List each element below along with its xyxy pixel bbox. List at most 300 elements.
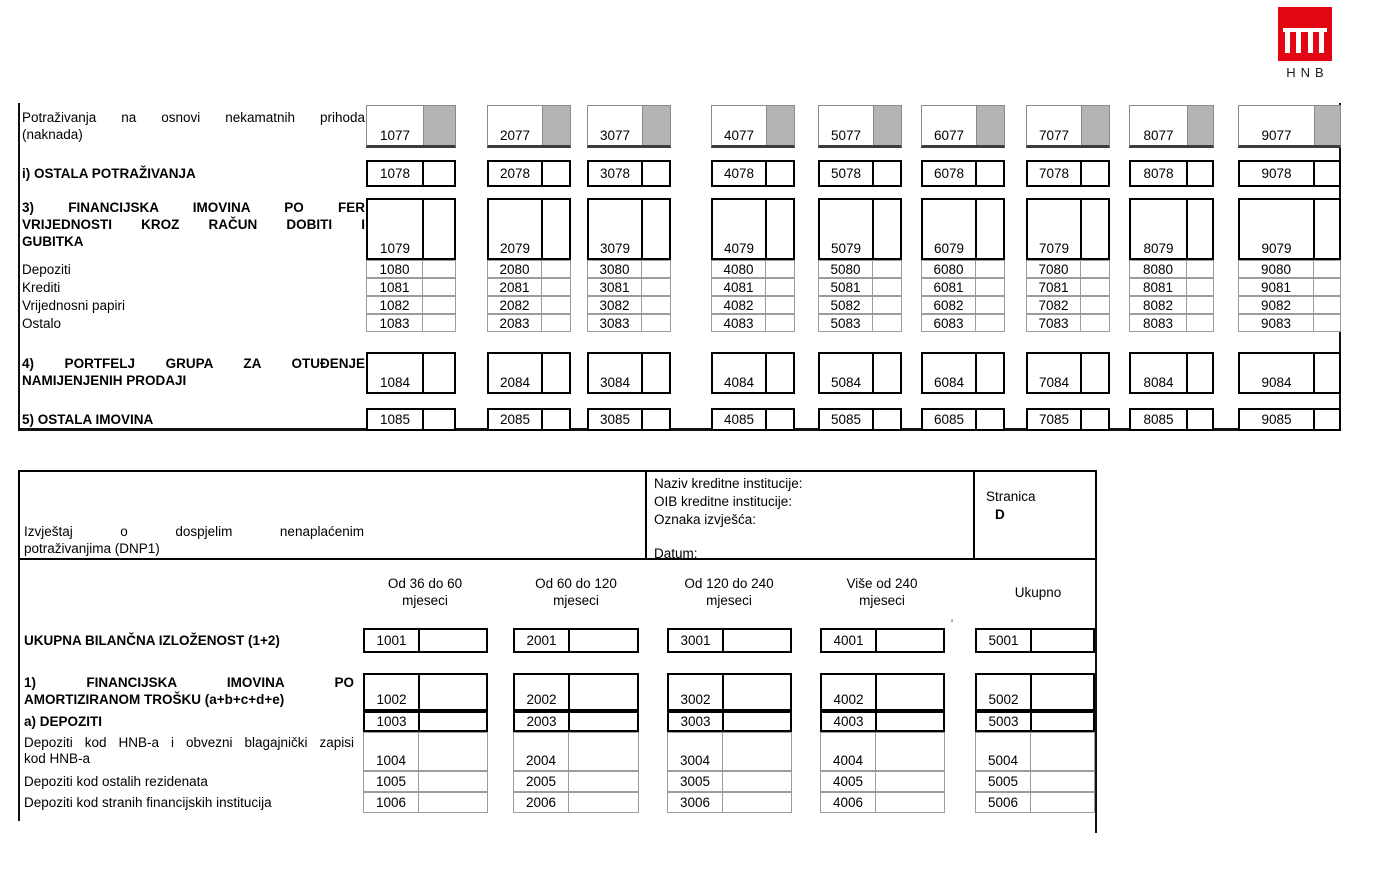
code-cell: 1081: [367, 279, 423, 295]
value-cell: [419, 733, 487, 770]
code-cell: 5083: [819, 315, 873, 331]
code-cell: 3085: [589, 410, 643, 429]
value-cell: [643, 162, 669, 185]
value-cell: [542, 297, 570, 313]
col-header: [802, 575, 962, 609]
value-cell: [766, 106, 794, 145]
code-cell: 6085: [923, 410, 977, 429]
code-box: [818, 105, 902, 148]
col-header: [649, 575, 809, 609]
code-box: [667, 732, 792, 771]
code-box: [587, 105, 671, 148]
value-cell: [542, 261, 570, 277]
code-box: [818, 296, 902, 314]
col-header-line: mjeseci: [706, 593, 752, 608]
row-label: [22, 297, 365, 315]
code-cell: 2001: [515, 630, 570, 651]
value-cell: [873, 297, 901, 313]
code-cell: 1082: [367, 297, 423, 313]
value-cell: [1187, 297, 1213, 313]
code-cell: 5002: [977, 675, 1032, 709]
col-header-line: mjeseci: [859, 593, 905, 608]
row-label: [24, 674, 354, 708]
value-cell: [1188, 200, 1212, 258]
code-cell: 4077: [723, 128, 755, 143]
field-oznaka: Oznaka izvješća:: [654, 512, 757, 527]
code-box: [711, 314, 795, 332]
code-box: [1238, 260, 1341, 278]
value-cell: [976, 106, 1004, 145]
row-label-line: 4) PORTFELJ GRUPA ZA OTUĐENJE: [22, 356, 365, 371]
code-box: [1129, 260, 1214, 278]
code-cell: 2002: [515, 675, 570, 709]
code-cell: 2077: [499, 128, 531, 143]
code-cell: 4079: [713, 200, 767, 258]
code-box: [921, 352, 1005, 394]
code-cell: 3084: [589, 354, 643, 392]
code-cell: 6084: [923, 354, 977, 392]
code-cell: 3003: [669, 713, 724, 730]
value-cell: [643, 200, 669, 258]
code-box: [513, 771, 639, 792]
code-cell: 5079: [820, 200, 874, 258]
col-header: [958, 575, 1118, 601]
code-cell: 9084: [1240, 354, 1315, 392]
value-cell: [542, 279, 570, 295]
code-cell: 5077: [830, 128, 862, 143]
code-box: [711, 160, 795, 187]
code-cell: 6079: [923, 200, 977, 258]
code-box: [921, 408, 1005, 431]
code-cell: 6078: [923, 162, 977, 185]
code-box: [1129, 314, 1214, 332]
code-box: [1129, 278, 1214, 296]
value-cell: [1031, 772, 1094, 791]
code-box: [921, 260, 1005, 278]
value-cell: [1314, 261, 1340, 277]
row-label-line: Depoziti kod ostalih rezidenata: [24, 774, 208, 789]
value-cell: [1315, 354, 1339, 392]
row-label-line: Depoziti kod HNB-a i obvezni blagajnički zapisi: [24, 735, 354, 750]
code-cell: 2084: [489, 354, 543, 392]
code-cell: 5080: [819, 261, 873, 277]
code-cell: 8085: [1131, 410, 1188, 429]
code-box: [1129, 296, 1214, 314]
code-box: [366, 260, 456, 278]
code-cell: 9083: [1239, 315, 1314, 331]
code-box: [366, 352, 456, 394]
code-cell: 1078: [368, 162, 424, 185]
code-box: [363, 771, 488, 792]
value-cell: [977, 162, 1003, 185]
hnb-logo-icon: [1278, 7, 1332, 61]
value-cell: [1315, 200, 1339, 258]
value-cell: [1081, 297, 1109, 313]
code-cell: 4004: [821, 733, 876, 770]
header-divider-2: [973, 472, 975, 558]
value-cell: [766, 315, 794, 331]
value-cell: [876, 793, 944, 812]
code-box: [366, 314, 456, 332]
code-cell: 4084: [713, 354, 767, 392]
code-box: [363, 711, 488, 732]
code-cell: 9078: [1240, 162, 1315, 185]
code-box: [487, 314, 571, 332]
code-cell: 2081: [488, 279, 542, 295]
code-cell: 6080: [922, 261, 976, 277]
code-box: [667, 628, 792, 653]
code-cell: 9080: [1239, 261, 1314, 277]
code-box: [487, 260, 571, 278]
row-label-line: AMORTIZIRANOM TROŠKU (a+b+c+d+e): [24, 692, 285, 707]
code-cell: 7079: [1028, 200, 1082, 258]
code-box: [921, 198, 1005, 260]
code-box: [1238, 160, 1341, 187]
code-cell: 2079: [489, 200, 543, 258]
col-header-line: mjeseci: [553, 593, 599, 608]
code-cell: 2004: [514, 733, 569, 770]
code-box: [975, 732, 1095, 771]
value-cell: [542, 315, 570, 331]
value-cell: [423, 297, 455, 313]
value-cell: [542, 106, 570, 145]
code-cell: 3080: [588, 261, 642, 277]
code-cell: 8081: [1130, 279, 1187, 295]
value-cell: [424, 410, 454, 429]
code-cell: 4002: [822, 675, 877, 709]
value-cell: [767, 410, 793, 429]
row-label-line: (naknada): [22, 127, 83, 142]
code-cell: 3083: [588, 315, 642, 331]
col-header: [345, 575, 505, 609]
code-box: [921, 296, 1005, 314]
value-cell: [873, 315, 901, 331]
code-cell: 3004: [668, 733, 723, 770]
value-cell: [1314, 315, 1340, 331]
code-box: [1026, 160, 1110, 187]
value-cell: [1082, 354, 1108, 392]
row-label-line: UKUPNA BILANČNA IZLOŽENOST (1+2): [24, 633, 280, 648]
code-box: [820, 792, 945, 813]
code-box: [921, 105, 1005, 148]
code-cell: 7081: [1027, 279, 1081, 295]
value-cell: [1187, 261, 1213, 277]
code-box: [1129, 105, 1214, 148]
code-box: [366, 105, 456, 148]
code-box: [818, 160, 902, 187]
row-label: [24, 632, 354, 649]
code-box: [1129, 198, 1214, 260]
code-cell: 7082: [1027, 297, 1081, 313]
value-cell: [423, 315, 455, 331]
row-label-line: NAMIJENJENIH PRODAJI: [22, 373, 187, 388]
code-cell: 4080: [712, 261, 766, 277]
code-cell: 7077: [1038, 128, 1070, 143]
code-cell: 4003: [822, 713, 877, 730]
code-cell: 6083: [922, 315, 976, 331]
code-box: [1026, 260, 1110, 278]
row-label-line: Krediti: [22, 280, 61, 295]
code-box: [975, 673, 1095, 711]
code-box: [820, 732, 945, 771]
code-box: [820, 771, 945, 792]
code-box: [1238, 198, 1341, 260]
value-cell: [724, 675, 790, 709]
code-box: [1026, 105, 1110, 148]
code-box: [711, 260, 795, 278]
page-value: D: [995, 507, 1005, 522]
code-cell: 8084: [1131, 354, 1188, 392]
code-cell: 1005: [364, 772, 419, 791]
code-box: [975, 628, 1095, 653]
code-box: [667, 792, 792, 813]
code-box: [587, 314, 671, 332]
code-box: [1026, 314, 1110, 332]
value-cell: [570, 675, 637, 709]
value-cell: [874, 410, 900, 429]
code-cell: 1079: [368, 200, 424, 258]
code-box: [818, 278, 902, 296]
code-cell: 1084: [368, 354, 424, 392]
code-cell: 1077: [379, 128, 411, 143]
code-cell: 4082: [712, 297, 766, 313]
value-cell: [766, 279, 794, 295]
value-cell: [420, 630, 486, 651]
code-box: [366, 278, 456, 296]
value-cell: [424, 162, 454, 185]
value-cell: [570, 630, 637, 651]
code-box: [1238, 278, 1341, 296]
code-cell: 2083: [488, 315, 542, 331]
row-label-line: Depoziti kod stranih financijskih institucija: [24, 795, 272, 810]
value-cell: [1082, 200, 1108, 258]
value-cell: [1081, 315, 1109, 331]
code-box: [1238, 105, 1341, 148]
code-cell: 9077: [1261, 128, 1292, 143]
code-box: [587, 160, 671, 187]
value-cell: [873, 106, 901, 145]
value-cell: [1082, 410, 1108, 429]
code-cell: 1004: [364, 733, 419, 770]
code-cell: 8083: [1130, 315, 1187, 331]
code-cell: 1002: [365, 675, 420, 709]
row-label: [22, 355, 365, 389]
col-header-line: Više od 240: [846, 576, 918, 591]
code-box: [667, 673, 792, 711]
row-label: [22, 109, 365, 143]
code-box: [711, 105, 795, 148]
value-cell: [569, 772, 638, 791]
row-label-line: GUBITKA: [22, 234, 84, 249]
code-box: [1238, 314, 1341, 332]
value-cell: [767, 200, 793, 258]
code-cell: 1085: [368, 410, 424, 429]
code-box: [1129, 352, 1214, 394]
row-label-line: Vrijednosni papiri: [22, 298, 126, 313]
hnb-logo-text: HNB: [1286, 65, 1329, 80]
code-cell: 1083: [367, 315, 423, 331]
code-box: [921, 278, 1005, 296]
row-label: [22, 411, 365, 428]
value-cell: [1315, 410, 1339, 429]
value-cell: [1314, 279, 1340, 295]
col-header-line: Ukupno: [1014, 585, 1062, 600]
row-label-line: 5) OSTALA IMOVINA: [22, 412, 154, 427]
value-cell: [1032, 713, 1093, 730]
code-cell: 6081: [922, 279, 976, 295]
code-cell: 7085: [1028, 410, 1082, 429]
page-label: Stranica: [986, 489, 1036, 504]
code-box: [975, 792, 1095, 813]
value-cell: [977, 410, 1003, 429]
value-cell: [1081, 279, 1109, 295]
institution-fields: [654, 475, 954, 563]
value-cell: [876, 733, 944, 770]
code-box: [487, 278, 571, 296]
value-cell: [543, 200, 569, 258]
value-cell: [976, 279, 1004, 295]
value-cell: [877, 713, 943, 730]
code-box: [366, 160, 456, 187]
code-box: [513, 673, 639, 711]
code-cell: 1080: [367, 261, 423, 277]
page-indicator: [986, 488, 1086, 524]
value-cell: [643, 354, 669, 392]
value-cell: [977, 200, 1003, 258]
value-cell: [877, 675, 943, 709]
code-box: [487, 352, 571, 394]
value-cell: [543, 162, 569, 185]
code-box: [818, 198, 902, 260]
code-box: [513, 711, 639, 732]
code-box: [363, 732, 488, 771]
value-cell: [543, 354, 569, 392]
code-cell: 5006: [976, 793, 1031, 812]
code-cell: 5001: [977, 630, 1032, 651]
code-box: [587, 352, 671, 394]
row-label-line: kod HNB-a: [24, 751, 91, 766]
code-cell: 2085: [489, 410, 543, 429]
code-box: [366, 408, 456, 431]
value-cell: [424, 354, 454, 392]
code-box: [487, 198, 571, 260]
field-datum: Datum:: [654, 546, 698, 561]
code-cell: 3077: [599, 128, 631, 143]
value-cell: [419, 793, 487, 812]
code-cell: 9085: [1240, 410, 1315, 429]
value-cell: [423, 261, 455, 277]
value-cell: [543, 410, 569, 429]
code-box: [1026, 278, 1110, 296]
value-cell: [766, 297, 794, 313]
code-cell: 5078: [820, 162, 874, 185]
report-title: [24, 523, 364, 557]
code-cell: 8078: [1131, 162, 1188, 185]
code-box: [363, 673, 488, 711]
code-box: [1026, 408, 1110, 431]
code-cell: 8079: [1131, 200, 1188, 258]
code-box: [975, 711, 1095, 732]
code-cell: 5004: [976, 733, 1031, 770]
value-cell: [642, 279, 670, 295]
report-title-line: Izvještaj o dospjelim nenaplaćenim: [24, 524, 364, 539]
row-label: [22, 199, 365, 250]
code-cell: 4006: [821, 793, 876, 812]
value-cell: [1188, 162, 1212, 185]
code-box: [513, 792, 639, 813]
value-cell: [1032, 675, 1093, 709]
hnb-logo: [1277, 7, 1333, 80]
row-label: [24, 773, 354, 790]
code-box: [1026, 296, 1110, 314]
code-box: [1129, 408, 1214, 431]
code-cell: 3006: [668, 793, 723, 812]
row-label: [22, 315, 365, 333]
code-cell: 2005: [514, 772, 569, 791]
code-cell: 4081: [712, 279, 766, 295]
code-cell: 9082: [1239, 297, 1314, 313]
col-header-line: Od 36 do 60: [387, 576, 463, 591]
value-cell: [723, 772, 791, 791]
row-label-line: VRIJEDNOSTI KROZ RAČUN DOBITI I: [22, 217, 365, 232]
code-box: [587, 408, 671, 431]
value-cell: [1188, 354, 1212, 392]
code-cell: 8080: [1130, 261, 1187, 277]
value-cell: [1187, 106, 1213, 145]
code-cell: 1003: [365, 713, 420, 730]
code-box: [487, 105, 571, 148]
code-cell: 4001: [822, 630, 877, 651]
code-cell: 3079: [589, 200, 643, 258]
value-cell: [1187, 315, 1213, 331]
code-cell: 4083: [712, 315, 766, 331]
code-box: [711, 408, 795, 431]
report-title-line: potraživanjima (DNP1): [24, 541, 160, 556]
code-cell: 7084: [1028, 354, 1082, 392]
value-cell: [767, 354, 793, 392]
code-box: [818, 314, 902, 332]
row-label-line: Depoziti: [22, 262, 71, 277]
row-label: [24, 735, 354, 767]
code-box: [366, 198, 456, 260]
value-cell: [1081, 261, 1109, 277]
field-oib: OIB kreditne institucije:: [654, 494, 793, 509]
code-cell: 2078: [489, 162, 543, 185]
value-cell: [1031, 733, 1094, 770]
code-box: [587, 278, 671, 296]
code-box: [667, 711, 792, 732]
value-cell: [424, 200, 454, 258]
code-box: [820, 711, 945, 732]
row-label: [22, 165, 365, 182]
value-cell: [874, 354, 900, 392]
code-cell: 8077: [1143, 128, 1174, 143]
code-cell: 3078: [589, 162, 643, 185]
code-cell: 1001: [365, 630, 420, 651]
col-header-line: mjeseci: [402, 593, 448, 608]
code-box: [820, 628, 945, 653]
code-box: [711, 198, 795, 260]
code-cell: 5003: [977, 713, 1032, 730]
row-label-line: 3) FINANCIJSKA IMOVINA PO FER: [22, 200, 365, 215]
row-label-line: Ostalo: [22, 316, 62, 331]
value-cell: [423, 106, 455, 145]
col-header-line: Od 120 do 240: [684, 576, 774, 591]
code-box: [711, 352, 795, 394]
code-cell: 4078: [713, 162, 767, 185]
row-label: [24, 794, 354, 811]
code-box: [1238, 296, 1341, 314]
